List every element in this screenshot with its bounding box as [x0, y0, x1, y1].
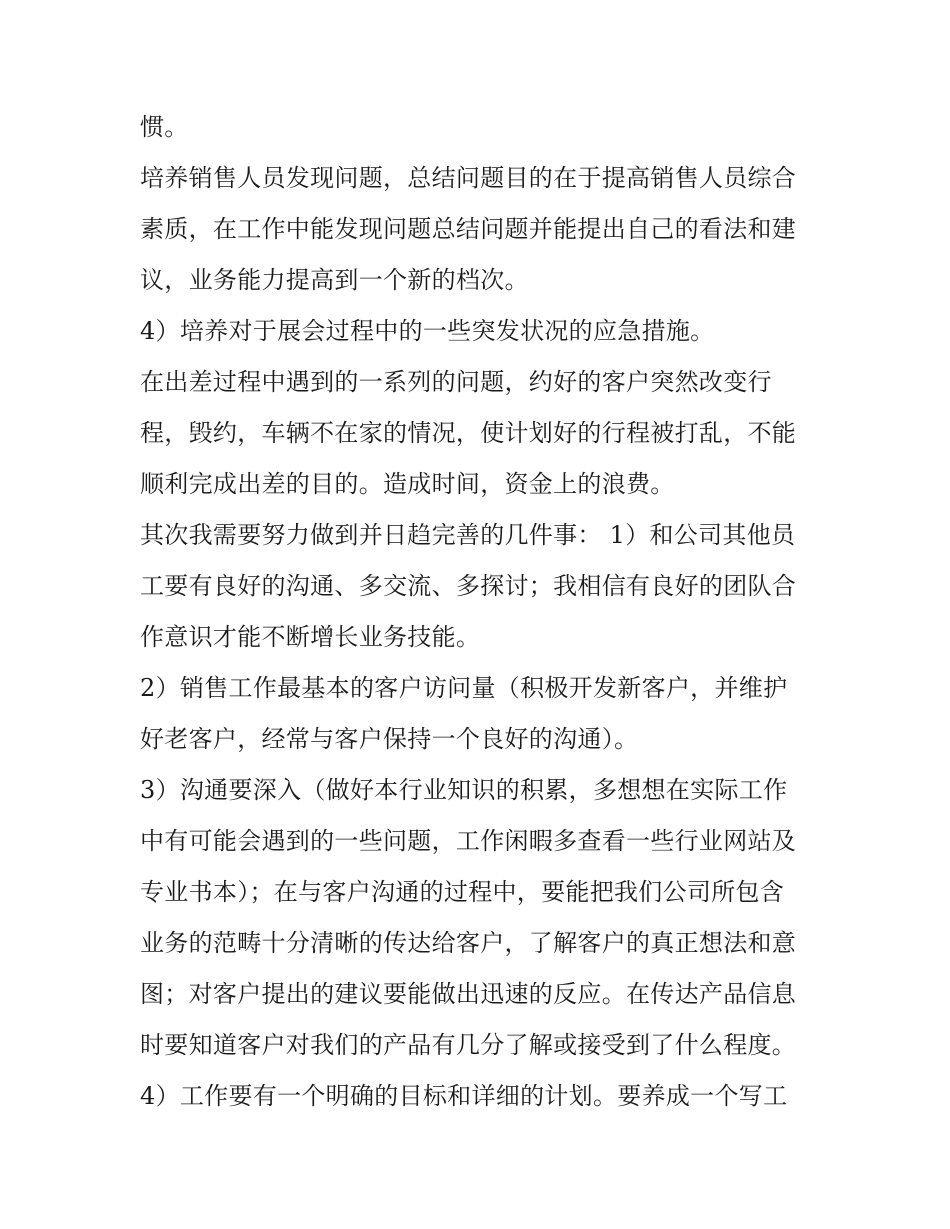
- text-line: 4）培养对于展会过程中的一些突发状况的应急措施。: [140, 317, 715, 345]
- text-line: 议，业务能力提高到一个新的档次。: [140, 266, 529, 294]
- text-line: 素质，在工作中能发现问题总结问题并能提出自己的看法和建: [140, 215, 797, 243]
- text-line: 其次我需要努力做到并日趋完善的几件事： 1）和公司其他员: [140, 521, 796, 549]
- text-line: 图；对客户提出的建议要能做出迅速的反应。在传达产品信息: [140, 980, 797, 1008]
- text-line: 顺利完成出差的目的。造成时间，资金上的浪费。: [140, 470, 675, 498]
- text-line: 4）工作要有一个明确的目标和详细的计划。要养成一个写工: [140, 1082, 788, 1110]
- text-line: 好老客户，经常与客户保持一个良好的沟通）。: [140, 725, 639, 753]
- document-body: [140, 102, 820, 1122]
- text-line: 3）沟通要深入（做好本行业知识的积累，多想想在实际工作: [140, 776, 788, 804]
- text-line: 程，毁约，车辆不在家的情况，使计划好的行程被打乱，不能: [140, 419, 797, 447]
- text-line: 专业书本）；在与客户沟通的过程中，要能把我们公司所包含: [140, 878, 785, 906]
- text-line: 工要有良好的沟通、多交流、多探讨；我相信有良好的团队合: [140, 572, 797, 600]
- text-line: 培养销售人员发现问题，总结问题目的在于提高销售人员综合: [140, 164, 797, 192]
- text-line: 中有可能会遇到的一些问题，工作闲暇多查看一些行业网站及: [140, 827, 797, 855]
- text-line: 时要知道客户对我们的产品有几分了解或接受到了什么程度。: [140, 1031, 797, 1059]
- text-line: 业务的范畴十分清晰的传达给客户，了解客户的真正想法和意: [140, 929, 797, 957]
- text-line: 在出差过程中遇到的一系列的问题，约好的客户突然改变行: [140, 368, 772, 396]
- text-line: 2）销售工作最基本的客户访问量（积极开发新客户，并维护: [140, 674, 788, 702]
- text-line: 作意识才能不断增长业务技能。: [140, 623, 481, 651]
- text-line: 惯。: [140, 113, 189, 141]
